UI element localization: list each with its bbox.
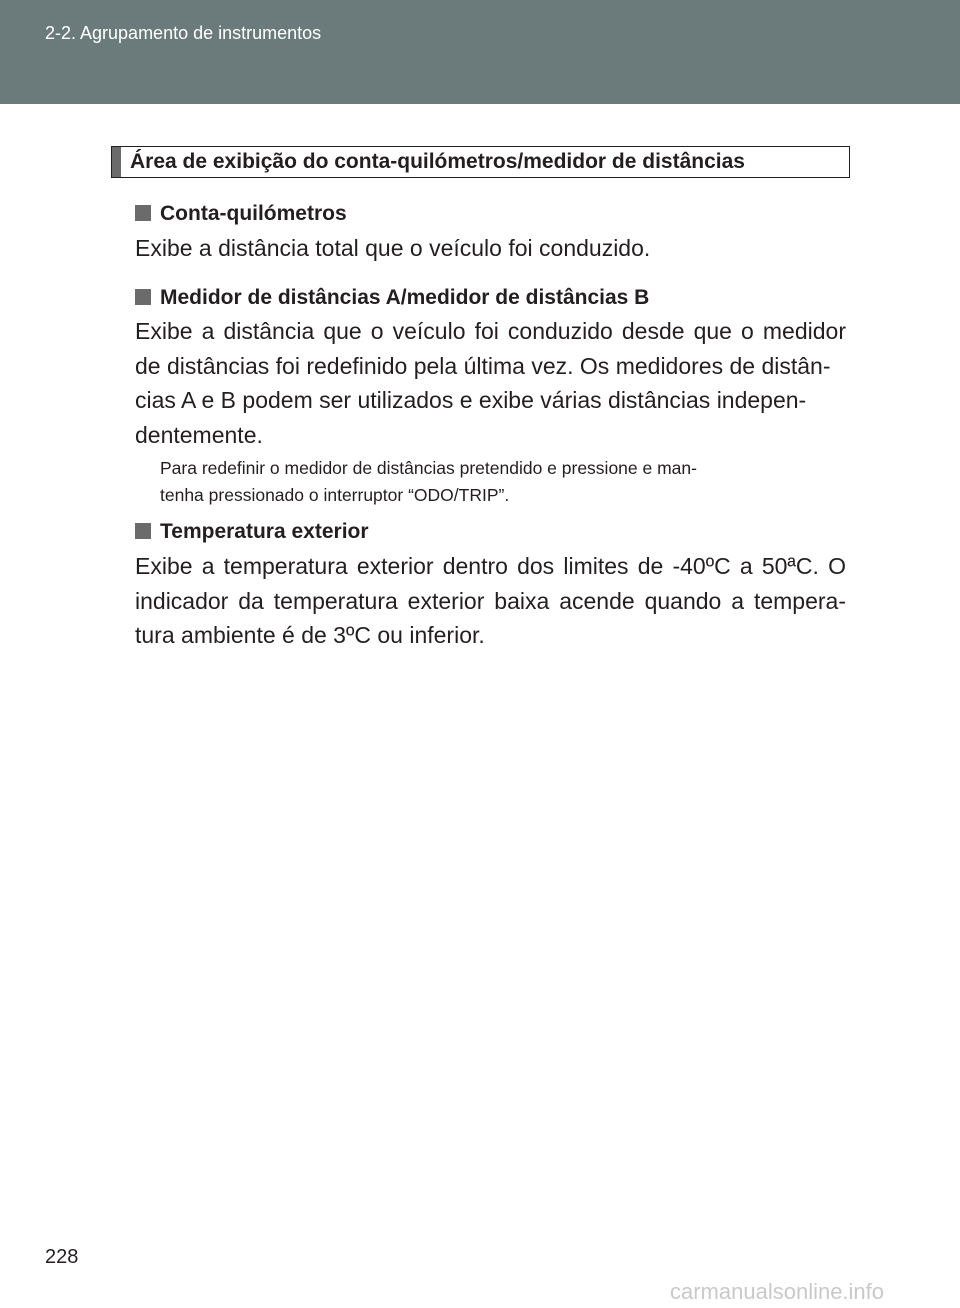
paragraph-line: Exibe a distância total que o veículo foi conduzido.	[135, 235, 651, 261]
paragraph-line: de distâncias foi redefinido pela última vez. Os medidores de distân-	[135, 352, 831, 379]
page-number: 228	[45, 1246, 79, 1268]
paragraph-odometer	[135, 231, 846, 266]
paragraph-outside-temperature	[135, 549, 846, 653]
subheading-text: Medidor de distâncias A/medidor de distâncias B	[160, 286, 650, 309]
paragraph-line: cias A e B podem ser utilizados e exibe várias distâncias indepen-	[135, 387, 807, 413]
paragraph-line: tura ambiente é de 3ºC ou inferior.	[135, 622, 485, 648]
note-line: tenha pressionado o interruptor “ODO/TRIP”.	[160, 485, 510, 505]
subheading-text: Temperatura exterior	[160, 520, 369, 543]
square-bullet-icon	[135, 523, 151, 539]
section-heading-box	[111, 146, 850, 178]
subheading-odometer	[135, 202, 347, 226]
subheading-trip-meter	[135, 286, 649, 310]
square-bullet-icon	[135, 205, 151, 221]
note-trip-reset	[160, 455, 850, 509]
paragraph-line: Exibe a temperatura exterior dentro dos limites de -40ºC a 50ªC. O	[135, 553, 846, 579]
subheading-text: Conta-quilómetros	[160, 202, 347, 225]
paragraph-trip-meter	[135, 314, 846, 452]
note-line: Para redefinir o medidor de distâncias pretendido e pressione e man-	[160, 458, 697, 478]
section-title: Área de exibição do conta-quilómetros/medidor de distâncias	[130, 150, 745, 173]
paragraph-line: Exibe a distância que o veículo foi conduzido desde que o medidor	[135, 318, 846, 344]
paragraph-line: indicador da temperatura exterior baixa acende quando a tempera-	[135, 587, 846, 614]
paragraph-line: dentemente.	[135, 421, 263, 448]
chapter-title: 2-2. Agrupamento de instrumentos	[45, 23, 322, 43]
subheading-outside-temperature	[135, 520, 369, 544]
section-heading-marker	[112, 147, 121, 177]
square-bullet-icon	[135, 289, 151, 305]
page-header	[0, 0, 960, 104]
watermark: carmanualsonline.info	[670, 1279, 885, 1304]
